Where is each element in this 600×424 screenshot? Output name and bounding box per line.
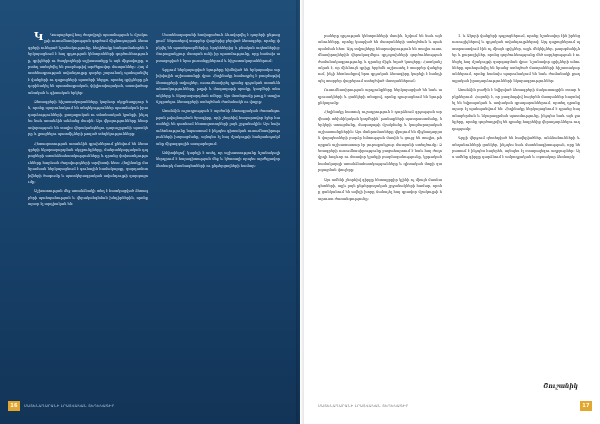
paragraph: Ուսումնասիրության արդյունքները ներկայացված են նաև աղյուսակների և ցանկերի տեսքով, որոնք դյուրացնում են նյութի ընկալումը։ [318, 88, 442, 106]
page-number: 16 [8, 401, 20, 411]
right-page-column-2 [452, 33, 580, 393]
paragraph-text: Կապարելով հայ ժողովրդի պատմության և մշակույթի ուսումնասիրության գործում միջնադարյան ձեռագրերի ունեցած նշանակությունը, հեղինակը հանգամանորեն ներկայացնում է հայ գրչության կենտրոնների գործունեությունը, գրիչների ու ծաղկողների աշխատանքը և այն միջավայրը, որտեղ ստեղծվել են բազմաթիվ արժեքավոր մատյաններ։ Հայ մատենագրության ավանդույթը դարեր շարունակ պահպանվել է վանքերի ու դպրոցների պատերի ներքո, որտեղ գրիչները ընդօրինակել են պատմագրական, փիլիսոփայական, աստվածաբանական և գիտական երկեր։ [28, 33, 148, 95]
paragraph: Գրքում ներկայացված նյութերը հիմնված են երկարամյա արխիվային աշխատանքի վրա։ Հեղինակը համադրել է բազմաթիվ ձեռագրերի տվյալներ, ուսումնասիրել դրանց գրչական առանձնահատկությունները, թղթի և մագաղաթի որակը, կազմերի տեսակները և նկարազարդման ոճերը։ Այս մոտեցումը թույլ է տալիս ճշգրտելու ձեռագրերի ստեղծման ժամանակն ու վայրը։ [156, 68, 280, 105]
paragraph: Ամփոփելով՝ կարելի է ասել, որ աշխատությունը նշանակալի ներդրում է հայագիտության մեջ և կծառայի որպես արժեքավոր ձեռնարկ մասնագետների ու ընթերցողների համար։ [156, 150, 280, 168]
paragraph: Հեղինակը հատուկ ուշադրություն է դարձնում գրչության արվեստի տեխնիկական կողմերին՝ թանաքների պատրաստմանը, ներկերի ստացմանը, մագաղաթի մշակմանը և կազմարարական աշխատանքներին։ Այս մանրամասները վկայում են միջնադարյան վարպետների բարձր հմտության մասին և ցույց են տալիս, թե որքան աշխատատար էր յուրաքանչյուր մատյանի ստեղծումը։ Ձեռագրերի ուսումնասիրությունը բացահայտում է նաև հայ ժողովրդի հոգևոր ու մտավոր կյանքի բազմազանությունը, կրթական համակարգի առանձնահատկությունները և գիտական մտքի զարգացման փուլերը։ [318, 110, 442, 173]
paragraph: Մատենադարանի հավաքածուն ձևավորվել է դարերի ընթացքում՝ ներառելով տարբեր վայրերից բերված ձեռագրեր, որոնք փրկվել են պատերազմներից, հրդեհներից և բնական աղետներից։ Յուրաքանչյուր մատյան ունի իր պատմությունը, որը հաճախ արտացոլված է նրա լուսանցքներում և հիշատակարաններում։ [156, 33, 280, 63]
paragraph: 1. և Ակորի վանքերի դպրոցներում, որոնք նշանավոր էին իրենց ուսուցիչներով և գրչական ավանդույթներով։ Այդ դպրոցներում պատրաստվում էին ոչ միայն գրիչներ, այլև մեկնիչներ, թարգմանիչներ և քարոզիչներ, որոնց գործունեությունը մեծ ազդեցություն է ունեցել հայ մշակույթի զարգացման վրա։ Նշանավոր գրիչների անունները պահպանվել են նրանց ստեղծած մատյանների հիշատակարաններում, որոնք հաճախ պարունակում են նաև ժամանակի քաղաքական իրադարձությունների նկարագրություններ։ [452, 34, 580, 83]
running-footer: ՄԱՏԵՆԱԴԱՐԱՆԻ ԼՐԱՏՎԱԿԱՆ ՏԵՂԵԿԱԳԻՐ [318, 404, 409, 408]
drop-cap: Կ [34, 32, 44, 43]
paragraph: Գրքի վերջում զետեղված են հավելվածներ, անձնանունների և տեղանունների ցանկեր, ինչպես նաև մատենագիտություն, որը ներառում է ինչպես հայերեն, այնպես էլ օտարալեզու աղբյուրներ։ Այս ամենը գիրքը դարձնում է ամբողջական և օգտակար ձեռնարկ։ [452, 136, 580, 160]
paragraph [28, 32, 148, 96]
paragraph: Առանձին ուշադրության է արժանի ձեռագրական ժառանգության թվայնացման ծրագիրը, որի շնորհիվ հազարավոր էջեր հասանելի են դառնում հետազոտողների լայն շրջանակին։ Այս նախաձեռնությունը նպաստում է ինչպես գիտական ուսումնասիրությունների խորացմանը, այնպես էլ հայ մշակույթի հանրահռչակմանը միջազգային ասպարեզում։ [156, 109, 280, 146]
paragraph: Հետազոտության առանձին գլուխներում քննվում են ձեռագրերի նկարազարդման սկզբունքները, մանրանկարչական դպրոցների առանձնահատկությունները և դրանց փոխառնչությունները հարևան ժողովուրդների արվեստի հետ։ Հեղինակը մանրամասն ներկայացնում է գունային համակարգը, զարդամոտիվների ծագումը և պատկերագրական ավանդույթի զարգացումը։ [28, 141, 148, 184]
left-page-footer [8, 401, 288, 411]
paragraph: Ձեռագրերի հիշատակարանները կարևոր սկզբնաղբյուր են, որոնք պարունակում են տեղեկություններ պատմական իրադարձությունների, քաղաքական ու տնտեսական կյանքի, ինչպես նաև առանձին անձանց մասին։ Այս վկայությունները հնարավորություն են տալիս վերականգնելու դարաշրջանի պատկերը և լրացնելու պատմիչների թողած տեղեկությունները։ [28, 100, 148, 137]
page-number: 17 [580, 401, 592, 411]
right-page-footer [318, 401, 592, 411]
left-page-column-2 [156, 32, 280, 392]
paragraph: Աշխատության մեջ առանձնակի տեղ է հատկացված ձեռագրերի պահպանության և վերականգնման խնդիրներին, որոնք այսօր էլ արդիական են։ [28, 189, 148, 207]
paragraph: րաները գրչության կենտրոնների մասին, նշվում են նաև այն անունները, որոնք կապված են մատյանների ստեղծման և պահպանման հետ։ Այդ տվյալները հնարավորություն են տալիս ուսումնասիրողներին վերակազմելու գրչօջախների գործունեության ժամանակագրությունը և դրանց միջև եղած կապերը։ Հատկանշական է, որ միևնույն գրիչը երբեմն աշխատել է տարբեր վանքերում, ինչի հետևանքով նրա գրչական ձեռագիրը կարելի է հանդիպել տարբեր վայրերում ստեղծված մատյաններում։ [318, 34, 442, 83]
paragraph: Առանձին բաժին է նվիրված ձեռագրերի ճակատագրին օտար երկրներում։ Հայտնի է, որ բազմաթիվ հայերեն մատյաններ հայտնվել են եվրոպական և ասիական գրադարաններում, որտեղ դրանք այսօր էլ պահպանվում են։ Հեղինակը ներկայացնում է դրանց հայտնաբերման և նկարագրման պատմությունը, ինչպես նաև այն ջանքերը, որոնք գործադրվել են դրանք հայրենիք վերադարձնելու ուղղությամբ։ [452, 88, 580, 131]
right-page [300, 0, 600, 424]
left-page-column-1 [28, 32, 148, 392]
paragraph: Այս ամենի շնորհիվ գիրքը հետաքրքիր կլինի ոչ միայն մասնագետների, այլև լայն ընթերցողական շրջանակների համար, որոնք ցանկանում են ավելի խորը ճանաչել հայ գրավոր մշակույթի հարուստ ժառանգությունը։ [318, 177, 442, 201]
right-page-column-1 [318, 33, 442, 393]
author-signature: Շուշանիկ [543, 383, 578, 390]
running-footer: ՄԱՏԵՆԱԴԱՐԱՆԻ ԼՐԱՏՎԱԿԱՆ ՏԵՂԵԿԱԳԻՐ [24, 404, 115, 408]
